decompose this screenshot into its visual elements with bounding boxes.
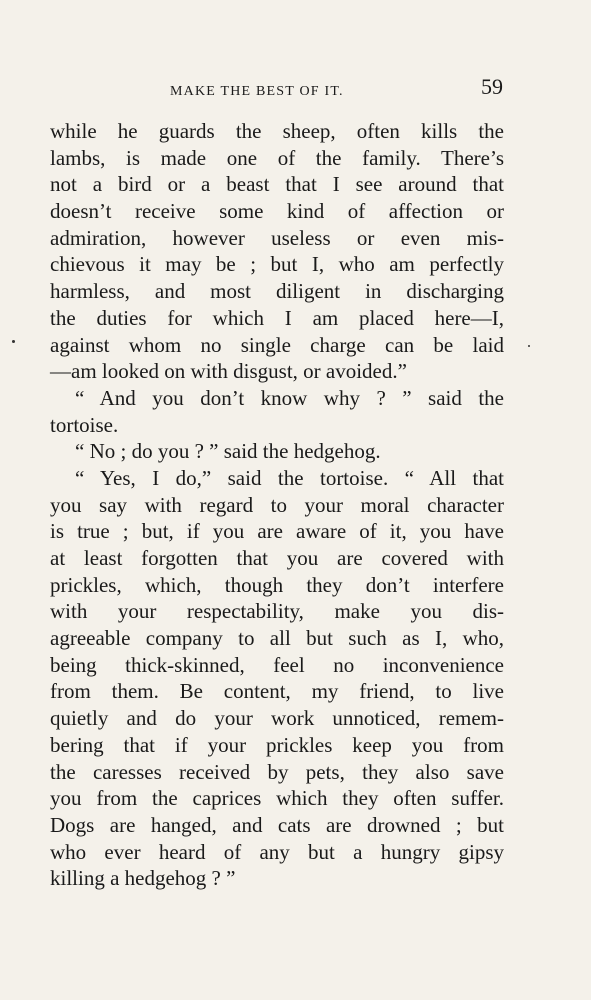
text-line: the duties for which I am placed here—I, <box>50 305 504 330</box>
text-line: chievous it may be ; but I, who am perfectly <box>50 252 504 277</box>
text-line: “ No ; do you ? ” said the hedgehog. <box>75 439 381 464</box>
text-line: admiration, however useless or even mis- <box>50 225 504 250</box>
text-line: agreeable company to all but such as I, who, <box>50 626 504 651</box>
text-line: bering that if your prickles keep you from <box>50 732 504 757</box>
text-line: against whom no single charge can be laid <box>50 332 504 357</box>
text-line: from them. Be content, my friend, to live <box>50 679 504 704</box>
text-line: doesn’t receive some kind of affection or <box>50 199 504 224</box>
text-line: while he guards the sheep, often kills the <box>50 119 504 143</box>
text-line: prickles, which, though they don’t interfere <box>50 572 504 597</box>
text-line: not a bird or a beast that I see around that <box>50 172 504 197</box>
text-line: “ And you don’t know why ? ” said the <box>75 385 504 410</box>
text-line: harmless, and most diligent in discharging <box>50 279 504 304</box>
text-line: killing a hedgehog ? ” <box>50 866 236 891</box>
text-line: Dogs are hanged, and cats are drowned ; but <box>50 812 504 837</box>
text-line: at least forgotten that you are covered with <box>50 546 504 570</box>
text-line: is true ; but, if you are aware of it, you have <box>50 519 504 544</box>
text-line: tortoise. <box>50 412 119 437</box>
text-line: being thick-skinned, feel no inconvenience <box>50 652 504 677</box>
page-header <box>50 74 501 104</box>
text-line: lambs, is made one of the family. There’s <box>50 145 504 170</box>
text-line: “ Yes, I do,” said the tortoise. “ All that <box>75 465 504 490</box>
paper-speck <box>12 340 15 343</box>
paper-speck <box>528 345 530 347</box>
text-line: with your respectability, make you dis- <box>50 599 504 624</box>
running-head: MAKE THE BEST OF IT. <box>170 84 344 99</box>
body-text <box>50 118 504 892</box>
text-line: —am looked on with disgust, or avoided.” <box>50 359 407 384</box>
text-line: who ever heard of any but a hungry gipsy <box>50 839 504 864</box>
page-number: 59 <box>481 74 503 99</box>
text-line: quietly and do your work unnoticed, remem- <box>50 706 504 731</box>
text-line: you from the caprices which they often suffer. <box>50 786 504 811</box>
text-line: you say with regard to your moral character <box>50 492 504 517</box>
text-line: the caresses received by pets, they also save <box>50 759 504 784</box>
